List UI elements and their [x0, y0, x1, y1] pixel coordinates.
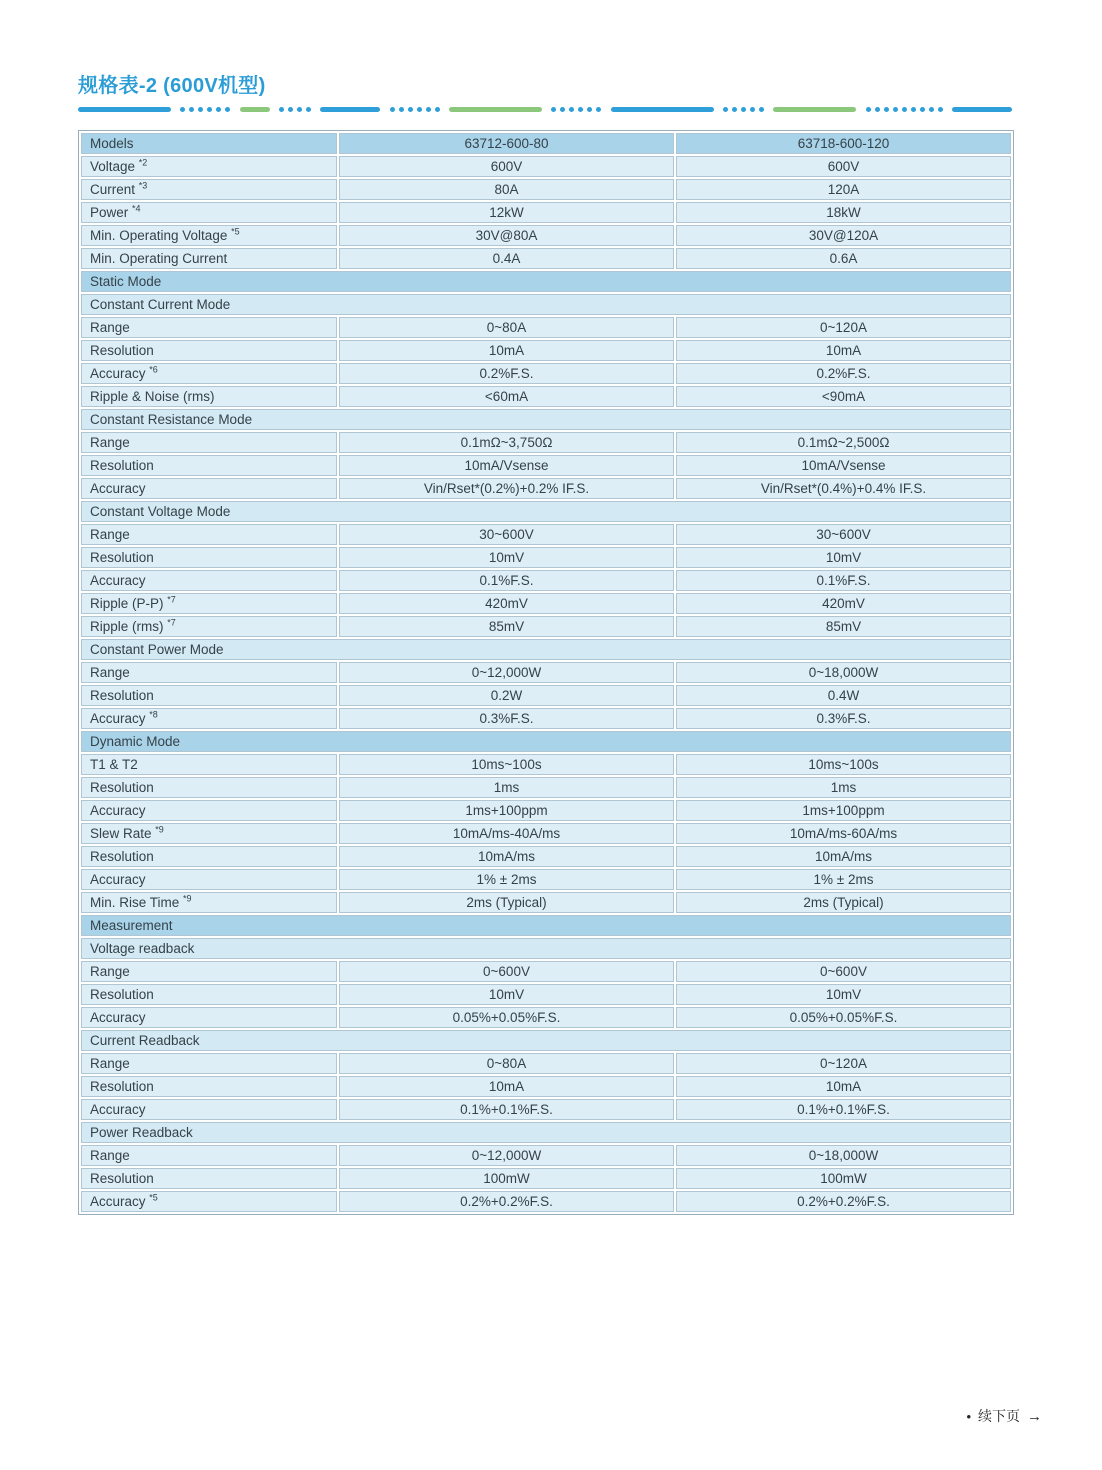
subsection-row: [81, 1030, 1011, 1051]
value-cell-col1: 10ms~100s: [339, 754, 674, 775]
value-cell-col1: 0.1%+0.1%F.S.: [339, 1099, 674, 1120]
footnote-marker: *8: [149, 709, 158, 720]
table-row: [81, 524, 1011, 545]
divider-dot: [723, 107, 728, 112]
table-row: [81, 317, 1011, 338]
subsection-row: [81, 639, 1011, 660]
table-row: [81, 1168, 1011, 1189]
value-cell-col2: 63718-600-120: [676, 133, 1011, 154]
value-cell-col1: 10mV: [339, 547, 674, 568]
divider-dot: [198, 107, 203, 112]
value-cell-col2: 0.4W: [676, 685, 1011, 706]
divider-bar: [449, 107, 542, 112]
divider-dot-group: [551, 107, 601, 112]
row-label-cell: Accuracy: [81, 478, 337, 499]
value-cell-col1: 10mA/ms: [339, 846, 674, 867]
row-label-cell: Range: [81, 432, 337, 453]
row-label-cell: Slew Rate $^{*9}$: [81, 823, 337, 844]
value-cell-col2: 1% ± 2ms: [676, 869, 1011, 890]
divider-bar: [952, 107, 1012, 112]
value-cell-col1: 63712-600-80: [339, 133, 674, 154]
value-cell-col1: 0.2W: [339, 685, 674, 706]
value-cell-col1: 0~12,000W: [339, 1145, 674, 1166]
value-cell-col1: 0.1mΩ~3,750Ω: [339, 432, 674, 453]
value-cell-col1: 2ms (Typical): [339, 892, 674, 913]
divider-dot: [587, 107, 592, 112]
divider-dot: [929, 107, 934, 112]
divider-dot: [216, 107, 221, 112]
value-cell-col1: 30~600V: [339, 524, 674, 545]
value-cell-col2: 0.2%F.S.: [676, 363, 1011, 384]
divider-dot-group: [279, 107, 311, 112]
value-cell-col1: 10mA: [339, 1076, 674, 1097]
subsection-row: [81, 501, 1011, 522]
value-cell-col1: 0~600V: [339, 961, 674, 982]
footer-continued-label: 续下页: [978, 1408, 1020, 1424]
table-row: [81, 800, 1011, 821]
divider-bar: [320, 107, 380, 112]
footnote-marker: *7: [167, 594, 176, 605]
divider-dot: [399, 107, 404, 112]
divider-dot: [893, 107, 898, 112]
value-cell-col2: 0.2%+0.2%F.S.: [676, 1191, 1011, 1212]
row-label-cell: Range: [81, 961, 337, 982]
row-label-cell: Resolution: [81, 685, 337, 706]
divider-dot: [596, 107, 601, 112]
value-cell-col1: 10mA/ms-40A/ms: [339, 823, 674, 844]
value-cell-col1: 30V@80A: [339, 225, 674, 246]
value-cell-col1: 1ms+100ppm: [339, 800, 674, 821]
divider-dot-group: [390, 107, 440, 112]
value-cell-col1: 0.2%+0.2%F.S.: [339, 1191, 674, 1212]
value-cell-col1: 1% ± 2ms: [339, 869, 674, 890]
footnote-marker: *4: [132, 203, 141, 214]
divider-dot: [390, 107, 395, 112]
row-label-cell: Ripple (rms) $^{*7}$: [81, 616, 337, 637]
value-cell-col1: 85mV: [339, 616, 674, 637]
value-cell-col2: 10mV: [676, 984, 1011, 1005]
value-cell-col1: 600V: [339, 156, 674, 177]
subsection-header-cell: Constant Current Mode: [81, 294, 1011, 315]
divider-dot: [279, 107, 284, 112]
row-label-cell: Resolution: [81, 340, 337, 361]
divider-dot: [920, 107, 925, 112]
divider-dot-group: [723, 107, 764, 112]
table-row: [81, 754, 1011, 775]
row-label-cell: T1 & T2: [81, 754, 337, 775]
divider-dot: [426, 107, 431, 112]
divider-dot: [750, 107, 755, 112]
value-cell-col2: Vin/Rset*(0.4%)+0.4% IF.S.: [676, 478, 1011, 499]
table-row: [81, 363, 1011, 384]
row-label-cell: Accuracy: [81, 869, 337, 890]
subsection-header-cell: Constant Resistance Mode: [81, 409, 1011, 430]
divider-dot: [207, 107, 212, 112]
value-cell-col1: <60mA: [339, 386, 674, 407]
row-label-cell: Resolution: [81, 777, 337, 798]
value-cell-col2: 10mV: [676, 547, 1011, 568]
row-label-cell: Accuracy: [81, 800, 337, 821]
divider-bar: [611, 107, 714, 112]
divider-dot: [741, 107, 746, 112]
section-header-cell: Dynamic Mode: [81, 731, 1011, 752]
value-cell-col2: 85mV: [676, 616, 1011, 637]
section-header-cell: Static Mode: [81, 271, 1011, 292]
table-row: [81, 432, 1011, 453]
divider-dot: [435, 107, 440, 112]
subsection-row: [81, 294, 1011, 315]
value-cell-col2: 420mV: [676, 593, 1011, 614]
table-row: [81, 248, 1011, 269]
footnote-marker: *6: [149, 364, 158, 375]
table-row: [81, 1076, 1011, 1097]
row-label-cell: Resolution: [81, 1168, 337, 1189]
table-row: [81, 823, 1011, 844]
divider-bar: [240, 107, 270, 112]
row-label-cell: Range: [81, 1145, 337, 1166]
row-label-cell: Ripple & Noise (rms): [81, 386, 337, 407]
footnote-marker: *5: [231, 226, 240, 237]
value-cell-col2: 600V: [676, 156, 1011, 177]
value-cell-col1: 100mW: [339, 1168, 674, 1189]
value-cell-col2: 0.1%+0.1%F.S.: [676, 1099, 1011, 1120]
row-label-cell: Min. Operating Voltage $^{*5}$: [81, 225, 337, 246]
divider-dot: [551, 107, 556, 112]
divider-dot: [759, 107, 764, 112]
value-cell-col2: 30V@120A: [676, 225, 1011, 246]
value-cell-col2: 0.6A: [676, 248, 1011, 269]
value-cell-col2: 2ms (Typical): [676, 892, 1011, 913]
divider-dot: [288, 107, 293, 112]
subsection-row: [81, 938, 1011, 959]
row-label-cell: Resolution: [81, 455, 337, 476]
subsection-header-cell: Constant Voltage Mode: [81, 501, 1011, 522]
value-cell-col2: 18kW: [676, 202, 1011, 223]
spec-table: [78, 130, 1014, 1215]
value-cell-col1: 10mA: [339, 340, 674, 361]
row-label-cell: Accuracy $^{*6}$: [81, 363, 337, 384]
value-cell-col2: 0~120A: [676, 317, 1011, 338]
table-row: [81, 1191, 1011, 1212]
divider-bar: [773, 107, 856, 112]
bullet-icon: •: [966, 1408, 971, 1424]
divider-dot: [884, 107, 889, 112]
row-label-cell: Current $^{*3}$: [81, 179, 337, 200]
value-cell-col1: 12kW: [339, 202, 674, 223]
value-cell-col1: 0.4A: [339, 248, 674, 269]
value-cell-col2: 0.1%F.S.: [676, 570, 1011, 591]
footnote-marker: *9: [155, 824, 164, 835]
table-row: [81, 1053, 1011, 1074]
table-row: [81, 593, 1011, 614]
table-row: [81, 386, 1011, 407]
row-label-cell: Range: [81, 1053, 337, 1074]
subsection-header-cell: Power Readback: [81, 1122, 1011, 1143]
divider-dot: [297, 107, 302, 112]
row-label-cell: Accuracy: [81, 1007, 337, 1028]
divider-dot: [875, 107, 880, 112]
divider-dot: [189, 107, 194, 112]
row-label-cell: Voltage $^{*2}$: [81, 156, 337, 177]
section-header-cell: Measurement: [81, 915, 1011, 936]
value-cell-col2: 10mA: [676, 1076, 1011, 1097]
divider-dot: [732, 107, 737, 112]
value-cell-col2: 0.05%+0.05%F.S.: [676, 1007, 1011, 1028]
value-cell-col2: 0~600V: [676, 961, 1011, 982]
page-content: [78, 74, 1012, 1215]
value-cell-col2: 10mA/ms-60A/ms: [676, 823, 1011, 844]
value-cell-col1: 0~80A: [339, 317, 674, 338]
value-cell-col2: 30~600V: [676, 524, 1011, 545]
table-row: [81, 984, 1011, 1005]
table-row: [81, 547, 1011, 568]
subsection-row: [81, 1122, 1011, 1143]
value-cell-col1: 420mV: [339, 593, 674, 614]
value-cell-col1: 0.2%F.S.: [339, 363, 674, 384]
value-cell-col1: Vin/Rset*(0.2%)+0.2% IF.S.: [339, 478, 674, 499]
row-label-cell: Range: [81, 524, 337, 545]
table-row: [81, 846, 1011, 867]
row-label-cell: Min. Operating Current: [81, 248, 337, 269]
row-label-cell: Resolution: [81, 1076, 337, 1097]
row-label-cell: Range: [81, 662, 337, 683]
divider-dot: [911, 107, 916, 112]
subsection-header-cell: Constant Power Mode: [81, 639, 1011, 660]
row-label-cell: Power $^{*4}$: [81, 202, 337, 223]
table-row: [81, 1145, 1011, 1166]
value-cell-col2: 120A: [676, 179, 1011, 200]
value-cell-col2: 0~18,000W: [676, 1145, 1011, 1166]
footnote-marker: *7: [167, 617, 176, 628]
row-label-cell: Accuracy: [81, 1099, 337, 1120]
divider-dot: [306, 107, 311, 112]
value-cell-col1: 0.05%+0.05%F.S.: [339, 1007, 674, 1028]
divider-dot: [180, 107, 185, 112]
table-row: [81, 570, 1011, 591]
table-row: [81, 961, 1011, 982]
value-cell-col2: 10ms~100s: [676, 754, 1011, 775]
table-row: [81, 1007, 1011, 1028]
table-row: [81, 156, 1011, 177]
value-cell-col1: 80A: [339, 179, 674, 200]
footnote-marker: *2: [138, 157, 148, 168]
value-cell-col2: 100mW: [676, 1168, 1011, 1189]
value-cell-col2: 1ms+100ppm: [676, 800, 1011, 821]
value-cell-col1: 10mA/Vsense: [339, 455, 674, 476]
divider-dot-group: [866, 107, 943, 112]
divider-dot: [417, 107, 422, 112]
footnote-marker: *9: [183, 893, 192, 904]
value-cell-col2: 10mA/ms: [676, 846, 1011, 867]
table-row: [81, 455, 1011, 476]
subsection-header-cell: Voltage readback: [81, 938, 1011, 959]
value-cell-col1: 1ms: [339, 777, 674, 798]
section-row: [81, 731, 1011, 752]
divider-dot: [938, 107, 943, 112]
subsection-header-cell: Current Readback: [81, 1030, 1011, 1051]
value-cell-col2: 10mA: [676, 340, 1011, 361]
row-label-cell: Resolution: [81, 846, 337, 867]
spec-table-body: [81, 133, 1011, 1212]
row-label-cell: Range: [81, 317, 337, 338]
value-cell-col1: 0.3%F.S.: [339, 708, 674, 729]
divider-dot: [866, 107, 871, 112]
divider-dot: [902, 107, 907, 112]
table-row: [81, 708, 1011, 729]
table-row: [81, 869, 1011, 890]
table-row: [81, 777, 1011, 798]
value-cell-col2: 0~18,000W: [676, 662, 1011, 683]
value-cell-col1: 0~80A: [339, 1053, 674, 1074]
models-header-row: [81, 133, 1011, 154]
subsection-row: [81, 409, 1011, 430]
table-row: [81, 616, 1011, 637]
decorative-divider: [78, 106, 1012, 113]
row-label-cell: Min. Rise Time $^{*9}$: [81, 892, 337, 913]
divider-dot: [408, 107, 413, 112]
value-cell-col2: 0.3%F.S.: [676, 708, 1011, 729]
row-label-cell: Accuracy $^{*5}$: [81, 1191, 337, 1212]
table-row: [81, 340, 1011, 361]
table-row: [81, 478, 1011, 499]
divider-dot: [578, 107, 583, 112]
footnote-marker: *3: [138, 180, 148, 191]
value-cell-col2: 0~120A: [676, 1053, 1011, 1074]
value-cell-col1: 0.1%F.S.: [339, 570, 674, 591]
value-cell-col1: 0~12,000W: [339, 662, 674, 683]
value-cell-col2: <90mA: [676, 386, 1011, 407]
value-cell-col1: 10mV: [339, 984, 674, 1005]
table-row: [81, 202, 1011, 223]
row-label-cell: Resolution: [81, 984, 337, 1005]
divider-dot: [560, 107, 565, 112]
table-row: [81, 662, 1011, 683]
page-footer: [966, 1406, 1042, 1426]
row-label-cell: Accuracy $^{*8}$: [81, 708, 337, 729]
divider-dot: [569, 107, 574, 112]
divider-bar: [78, 107, 171, 112]
row-label-cell: Accuracy: [81, 570, 337, 591]
divider-dot: [225, 107, 230, 112]
page-title: 规格表-2 (600V机型): [78, 75, 266, 97]
table-row: [81, 1099, 1011, 1120]
row-label-cell: Ripple (P-P) $^{*7}$: [81, 593, 337, 614]
section-row: [81, 915, 1011, 936]
footnote-marker: *5: [149, 1192, 158, 1203]
table-row: [81, 179, 1011, 200]
table-row: [81, 685, 1011, 706]
table-row: [81, 225, 1011, 246]
value-cell-col2: 0.1mΩ~2,500Ω: [676, 432, 1011, 453]
row-label-cell: Models: [81, 133, 337, 154]
right-arrow-icon: →: [1027, 1407, 1042, 1425]
table-row: [81, 892, 1011, 913]
section-row: [81, 271, 1011, 292]
value-cell-col2: 1ms: [676, 777, 1011, 798]
value-cell-col2: 10mA/Vsense: [676, 455, 1011, 476]
row-label-cell: Resolution: [81, 547, 337, 568]
divider-dot-group: [180, 107, 230, 112]
